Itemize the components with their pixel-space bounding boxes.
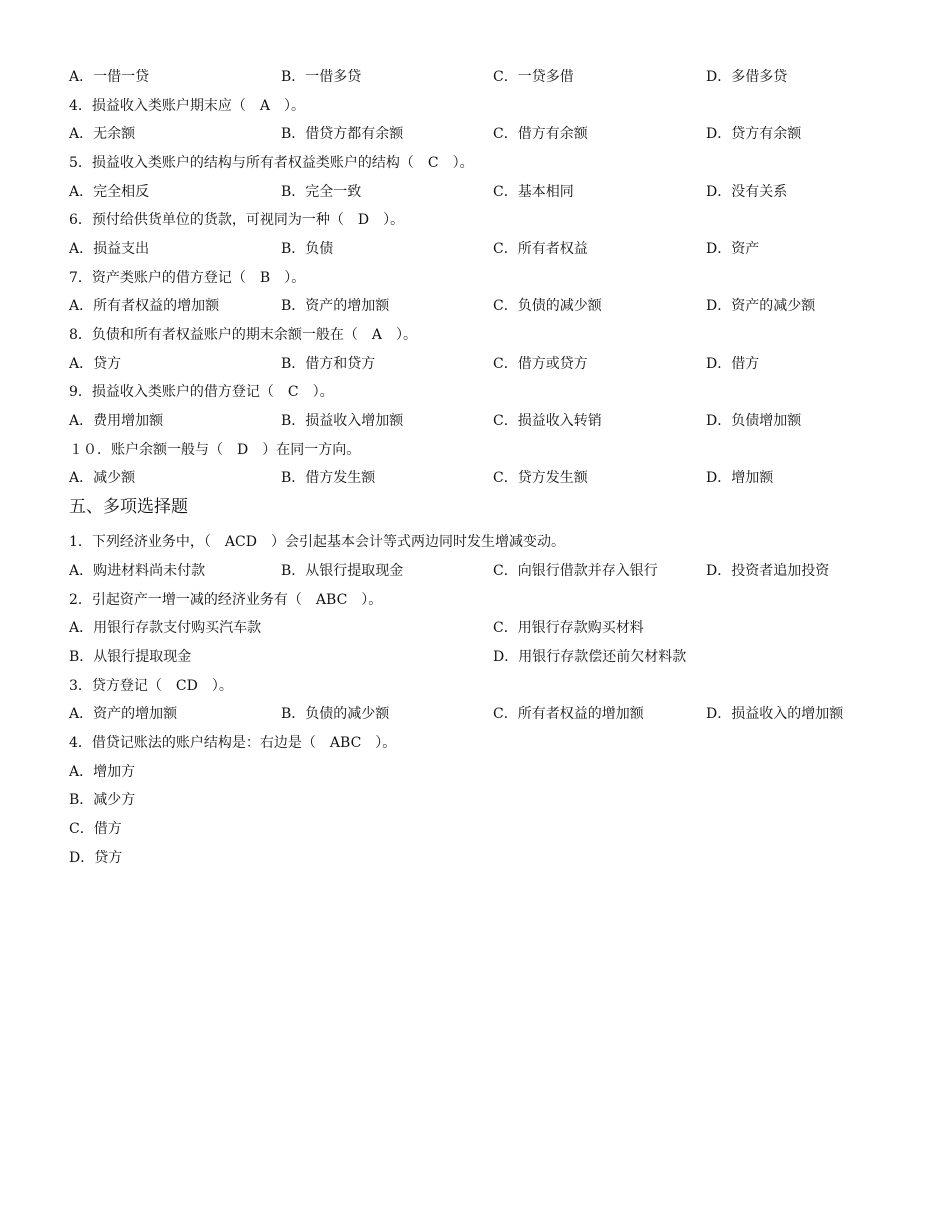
- option-row: [69, 239, 910, 259]
- option-row: [69, 124, 910, 144]
- option-c: C．贷方发生额: [493, 470, 588, 486]
- question-9: 9．损益收入类账户的借方登记（ C ）。: [69, 384, 334, 400]
- option-d: D．用银行存款偿还前欠材料款: [493, 649, 687, 665]
- option-row: [69, 561, 910, 581]
- option-row: [69, 182, 910, 202]
- option-c: C．借方: [69, 821, 122, 837]
- option-row: [69, 67, 910, 87]
- option-row: [69, 618, 910, 638]
- option-b: B．一借多贷: [281, 69, 362, 85]
- option-a: A．无余额: [69, 126, 136, 142]
- option-a: A．资产的增加额: [69, 706, 178, 722]
- question-10: １０．账户余额一般与（ D ）在同一方向。: [69, 442, 361, 458]
- option-a: A．完全相反: [69, 184, 150, 200]
- option-b: B．减少方: [69, 792, 136, 808]
- option-d: D．增加额: [706, 470, 774, 486]
- option-row: [69, 704, 910, 724]
- option-d: D．贷方有余额: [706, 126, 802, 142]
- option-a: A．减少额: [69, 470, 136, 486]
- option-row: [69, 647, 910, 667]
- question-6: 6．预付给供货单位的货款，可视同为一种（ D ）。: [69, 212, 405, 228]
- option-row: [69, 296, 910, 316]
- option-a: A．贷方: [69, 356, 122, 372]
- option-d: D．负债增加额: [706, 413, 802, 429]
- option-a: A．一借一贷: [69, 69, 150, 85]
- multi-question-1: 1．下列经济业务中，（ ACD ）会引起基本会计等式两边同时发生增减变动。: [69, 534, 565, 550]
- option-d: D．损益收入的增加额: [706, 706, 844, 722]
- option-a: A．所有者权益的增加额: [69, 298, 220, 314]
- multi-question-4: 4．借贷记账法的账户结构是：右边是（ ABC ）。: [69, 735, 397, 751]
- option-a: A．用银行存款支付购买汽车款: [69, 620, 262, 636]
- option-b: B．从银行提取现金: [69, 649, 192, 665]
- question-7: 7．资产类账户的借方登记（ B ）。: [69, 270, 306, 286]
- option-b: B．借方和贷方: [281, 356, 376, 372]
- option-d: D．资产: [706, 241, 760, 257]
- option-row: [69, 468, 910, 488]
- option-c: C．用银行存款购买材料: [493, 620, 644, 636]
- option-b: B．完全一致: [281, 184, 362, 200]
- option-c: C．基本相同: [493, 184, 574, 200]
- option-c: C．一贷多借: [493, 69, 574, 85]
- option-b: B．负债: [281, 241, 334, 257]
- question-5: 5．损益收入类账户的结构与所有者权益类账户的结构（ C ）。: [69, 155, 474, 171]
- option-c: C．所有者权益的增加额: [493, 706, 644, 722]
- option-a: A．购进材料尚未付款: [69, 563, 206, 579]
- option-row: [69, 354, 910, 374]
- option-row: [69, 411, 910, 431]
- option-c: C．所有者权益: [493, 241, 588, 257]
- option-d: D．没有关系: [706, 184, 788, 200]
- option-a: A．损益支出: [69, 241, 150, 257]
- option-c: C．损益收入转销: [493, 413, 602, 429]
- option-d: D．贷方: [69, 850, 123, 866]
- option-d: D．多借多贷: [706, 69, 788, 85]
- option-b: B．借方发生额: [281, 470, 376, 486]
- option-c: C．向银行借款并存入银行: [493, 563, 658, 579]
- option-d: D．投资者追加投资: [706, 563, 830, 579]
- option-b: B．负债的减少额: [281, 706, 390, 722]
- section-heading: 五、多项选择题: [69, 497, 188, 517]
- option-c: C．负债的减少额: [493, 298, 602, 314]
- option-d: D．借方: [706, 356, 760, 372]
- option-b: B．从银行提取现金: [281, 563, 404, 579]
- option-a: A．增加方: [69, 764, 136, 780]
- question-8: 8．负债和所有者权益账户的期末余额一般在（ A ）。: [69, 327, 418, 343]
- option-b: B．借贷方都有余额: [281, 126, 404, 142]
- multi-question-2: 2．引起资产一增一减的经济业务有（ ABC ）。: [69, 592, 383, 608]
- option-a: A．费用增加额: [69, 413, 164, 429]
- option-b: B．损益收入增加额: [281, 413, 404, 429]
- multi-question-3: 3．贷方登记（ CD ）。: [69, 678, 233, 694]
- option-b: B．资产的增加额: [281, 298, 390, 314]
- question-4: 4．损益收入类账户期末应（ A ）。: [69, 98, 306, 114]
- option-c: C．借方有余额: [493, 126, 588, 142]
- option-c: C．借方或贷方: [493, 356, 588, 372]
- option-d: D．资产的减少额: [706, 298, 816, 314]
